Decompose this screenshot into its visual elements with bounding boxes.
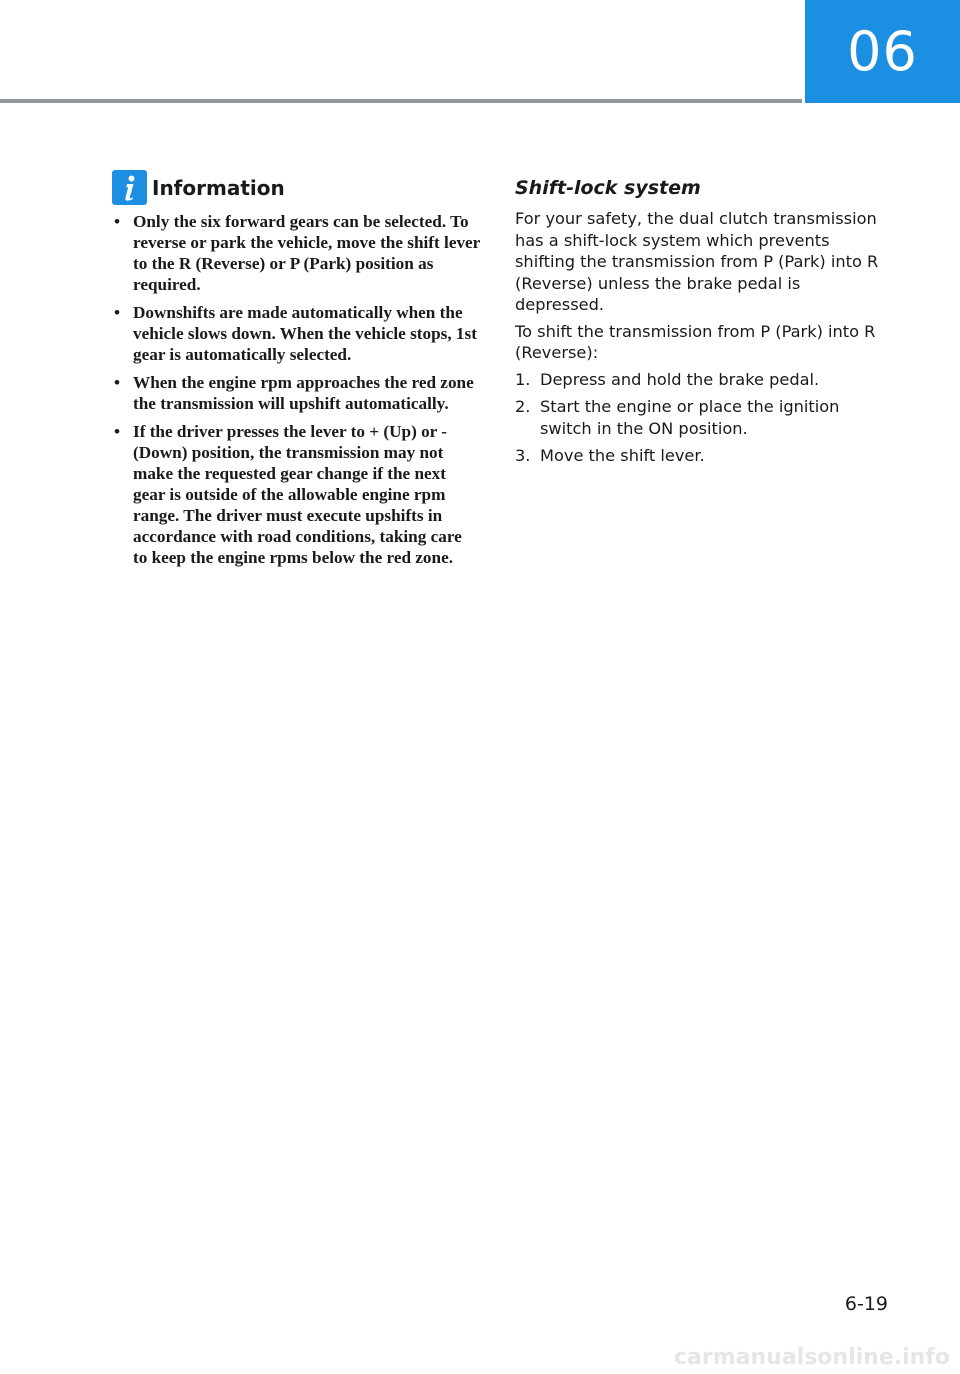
chapter-number: 06: [847, 20, 918, 83]
information-item: • Only the six forward gears can be selected. To reverse or park the vehicle, move the shift lever to the R (Reverse) or P (Park) position as required.: [112, 211, 480, 295]
information-box: [112, 170, 480, 575]
step-number: 2.: [515, 397, 531, 416]
body-paragraph: To shift the transmission from P (Park) into R (Reverse):: [515, 321, 876, 362]
shift-lock-section: [515, 177, 887, 473]
info-icon: [112, 170, 147, 205]
steps-list: [515, 369, 887, 467]
information-item: • When the engine rpm approaches the red zone the transmission will upshift automatically.: [112, 372, 480, 414]
step-number: 1.: [515, 369, 531, 389]
step-item: [515, 396, 887, 439]
step-number: 3.: [515, 446, 531, 465]
section-title: Shift-lock system: [515, 177, 701, 199]
page-number: 6-19: [844, 1293, 888, 1315]
information-item: • Downshifts are made automatically when the vehicle slows down. When the vehicle stops, 1st gear is automatically selected.: [112, 302, 480, 365]
watermark: carmanualsonline.info: [674, 1345, 950, 1370]
information-header: [112, 170, 480, 205]
step-text: Depress and hold the brake pedal.: [540, 369, 820, 389]
body-paragraph: For your safety, the dual clutch transmission has a shift-lock system which prevents shifting the transmission from P (Park) into R (Reverse) unless the brake pedal is depressed.: [515, 209, 879, 314]
step-item: [515, 445, 887, 467]
chapter-tab: [805, 0, 960, 103]
step-item: [515, 369, 887, 391]
header-rule: [0, 99, 802, 103]
step-text: Start the engine or place the ignition switch in the ON position.: [540, 397, 840, 438]
information-list: [112, 211, 480, 568]
information-item: • If the driver presses the lever to + (Up) or - (Down) position, the transmission may not make the requested gear change if the next gear is outside of the allowable engine rpm range. The driver must execute upshifts in accordance with road conditions, taking care to keep the engine rpms below the red zone.: [112, 421, 480, 568]
step-text: Move the shift lever.: [540, 446, 705, 465]
information-title: Information: [152, 175, 285, 200]
